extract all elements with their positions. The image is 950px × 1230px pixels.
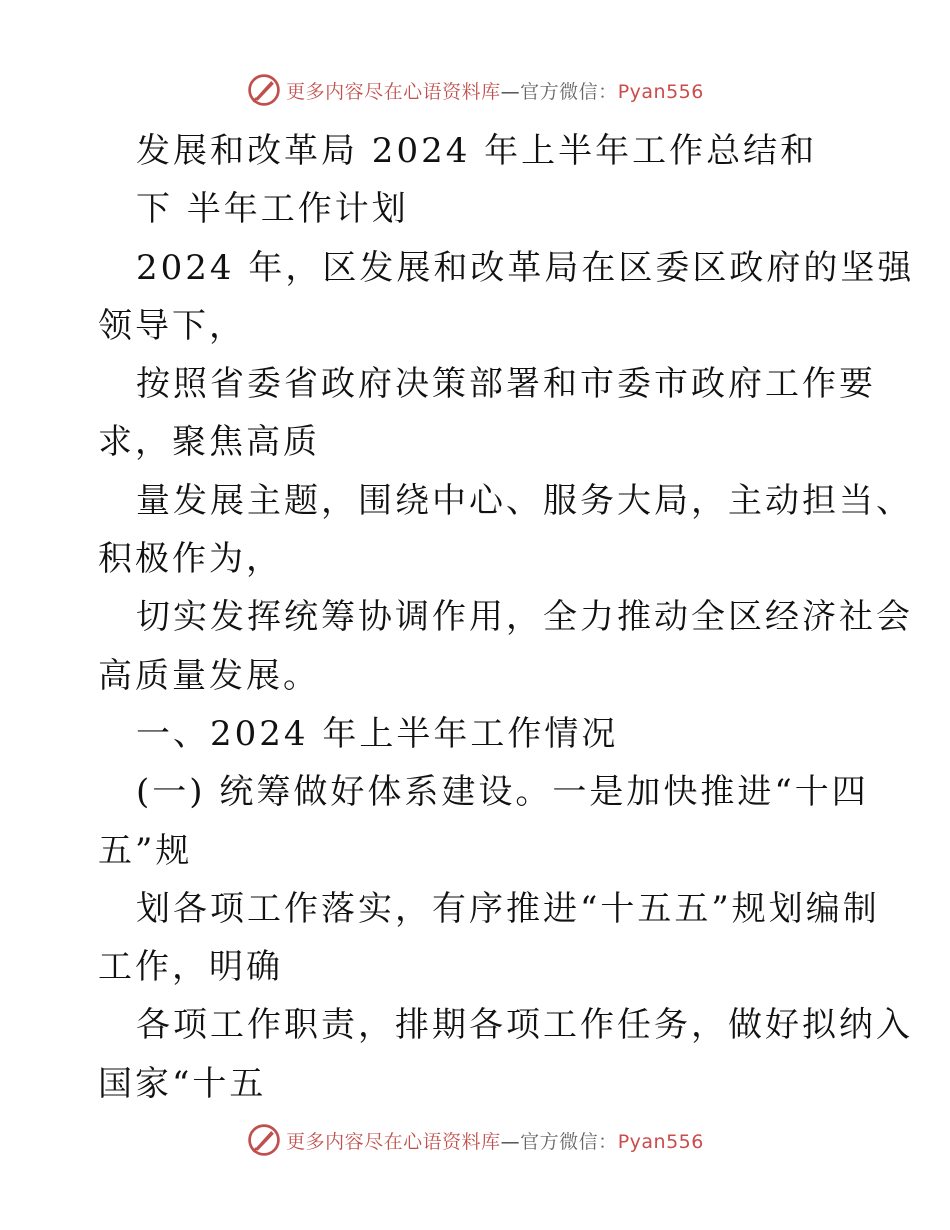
doc-paragraph-line: 按照省委省政府决策部署和市委市政府工作要: [136, 364, 876, 405]
doc-paragraph-line: 五”规: [98, 830, 193, 871]
doc-paragraph-line: 国家“十五: [98, 1063, 267, 1104]
doc-paragraph-line: 领导下，: [98, 305, 246, 346]
quill-pen-logo-icon: [246, 72, 282, 108]
document-body: [98, 122, 915, 1113]
banner-separator: —: [500, 1130, 521, 1153]
doc-section-heading: 一、2024 年上半年工作情况: [136, 713, 619, 754]
banner-brand-text: 更多内容尽在心语资料库: [286, 1130, 501, 1153]
doc-paragraph-line: (一) 统筹做好体系建设。一是加快推进“十四: [136, 772, 869, 813]
doc-paragraph-line: 各项工作职责，排期各项工作任务，做好拟纳入: [136, 1005, 913, 1046]
banner-wechat-id: Pyan556: [617, 80, 704, 103]
footer-watermark-banner: [0, 1120, 950, 1160]
header-watermark-banner: [0, 70, 950, 110]
doc-paragraph-line: 量发展主题，围绕中心、服务大局，主动担当、: [136, 480, 913, 521]
banner-wechat-label: 官方微信：: [520, 80, 618, 103]
doc-paragraph-line: 2024 年，区发展和改革局在区委区政府的坚强: [136, 247, 915, 288]
banner-wechat-id: Pyan556: [617, 1130, 704, 1153]
quill-pen-logo-icon: [246, 1122, 282, 1158]
banner-separator: —: [500, 80, 521, 103]
doc-paragraph-line: 工作，明确: [98, 947, 283, 988]
banner-wechat-label: 官方微信：: [520, 1130, 618, 1153]
banner-brand-text: 更多内容尽在心语资料库: [286, 80, 501, 103]
doc-paragraph-line: 划各项工作落实，有序推进“十五五”规划编制: [136, 888, 880, 929]
doc-paragraph-line: 高质量发展。: [98, 655, 320, 696]
doc-title-line-2: 下 半年工作计划: [136, 189, 409, 230]
doc-paragraph-line: 积极作为，: [98, 539, 283, 580]
doc-paragraph-line: 求，聚焦高质: [98, 422, 320, 463]
doc-paragraph-line: 切实发挥统筹协调作用，全力推动全区经济社会: [136, 597, 913, 638]
doc-title-line-1: 发展和改革局 2024 年上半年工作总结和: [136, 131, 818, 171]
